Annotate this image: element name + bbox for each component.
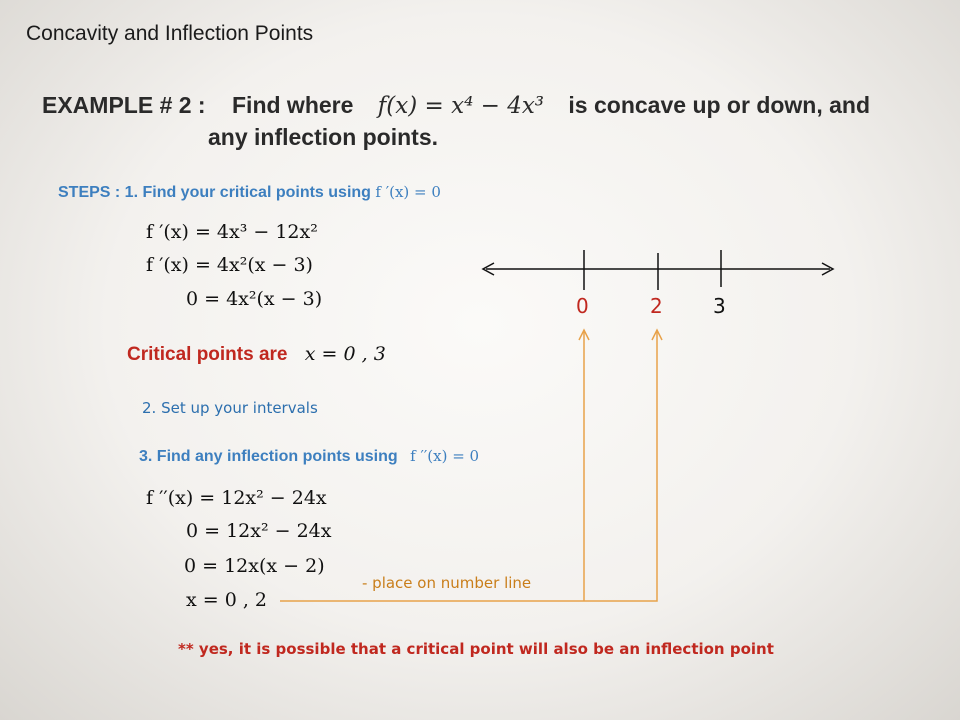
- step3-equation: f ′′(x) = 0: [410, 447, 480, 465]
- derivative-line-2: f ′(x) = 4x²(x − 3): [146, 254, 313, 276]
- tick-label-3: 3: [713, 294, 726, 318]
- footnote: ** yes, it is possible that a critical point will also be an inflection point: [178, 640, 774, 658]
- derivative-line-1: f ′(x) = 4x³ − 12x²: [146, 221, 318, 243]
- step3-text: 3. Find any inflection points using: [139, 448, 398, 465]
- example-label: EXAMPLE # 2 :: [42, 92, 206, 118]
- second-derivative-line-3: 0 = 12x(x − 2): [184, 555, 325, 577]
- second-derivative-line-4: x = 0 , 2: [186, 589, 268, 611]
- critical-points-values: x = 0 , 3: [304, 343, 386, 365]
- connector-to-2: [280, 330, 657, 601]
- example-prefix: Find where: [232, 92, 354, 118]
- step2-text: 2. Set up your intervals: [142, 399, 318, 417]
- example-suffix: is concave up or down, and: [568, 92, 871, 118]
- tick-label-0: 0: [576, 294, 589, 318]
- example-function: f(x) = x⁴ − 4x³: [377, 93, 545, 119]
- critical-points-label: Critical points are: [127, 344, 288, 365]
- tick-label-2: 2: [650, 294, 663, 318]
- slide-title: Concavity and Inflection Points: [26, 22, 314, 45]
- example-heading-line2: any inflection points.: [208, 124, 439, 150]
- second-derivative-line-1: f ′′(x) = 12x² − 24x: [146, 487, 327, 509]
- place-on-number-line-note: - place on number line: [362, 574, 532, 592]
- second-derivative-line-2: 0 = 12x² − 24x: [186, 520, 332, 542]
- derivative-line-3: 0 = 4x²(x − 3): [186, 288, 323, 310]
- step1-text: STEPS : 1. Find your critical points using: [58, 184, 371, 201]
- step1-equation: f ′(x) = 0: [375, 183, 441, 201]
